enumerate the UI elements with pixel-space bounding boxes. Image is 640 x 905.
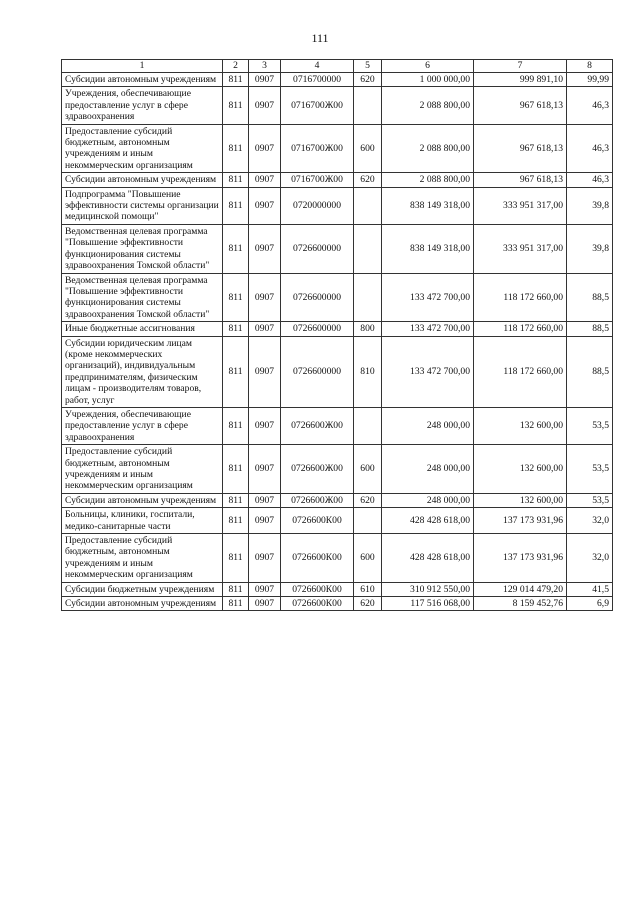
plan-amount-cell: 133 472 700,00 (382, 336, 474, 407)
expense-type-cell: 620 (354, 73, 382, 87)
percent-cell: 39,8 (567, 224, 613, 273)
fact-amount-cell: 132 600,00 (474, 445, 567, 494)
fact-amount-cell: 333 951 317,00 (474, 224, 567, 273)
row-name-cell: Подпрограмма "Повышение эффективности системы организации медицинской помощи" (62, 187, 223, 224)
header-cell: 8 (567, 60, 613, 73)
expense-type-cell (354, 273, 382, 322)
header-cell: 2 (223, 60, 249, 73)
section-code-cell: 0907 (249, 187, 281, 224)
expense-type-cell: 600 (354, 534, 382, 583)
percent-cell: 46,3 (567, 124, 613, 173)
row-name-cell: Учреждения, обеспечивающие предоставление услуг в сфере здравоохранения (62, 87, 223, 124)
table-row (62, 597, 613, 611)
row-name-cell: Субсидии бюджетным учреждениям (62, 582, 223, 596)
plan-amount-cell: 2 088 800,00 (382, 124, 474, 173)
section-code-cell: 0907 (249, 445, 281, 494)
percent-cell: 6,9 (567, 597, 613, 611)
table-row (62, 582, 613, 596)
expense-type-cell: 620 (354, 493, 382, 507)
row-name-cell: Иные бюджетные ассигнования (62, 322, 223, 336)
target-code-cell: 0726600К00 (281, 597, 354, 611)
percent-cell: 32,0 (567, 508, 613, 534)
expense-type-cell (354, 187, 382, 224)
percent-cell: 39,8 (567, 187, 613, 224)
admin-code-cell: 811 (223, 582, 249, 596)
section-code-cell: 0907 (249, 124, 281, 173)
fact-amount-cell: 999 891,10 (474, 73, 567, 87)
table-row (62, 124, 613, 173)
fact-amount-cell: 137 173 931,96 (474, 508, 567, 534)
target-code-cell: 0726600К00 (281, 534, 354, 583)
table-row (62, 407, 613, 444)
section-code-cell: 0907 (249, 273, 281, 322)
plan-amount-cell: 428 428 618,00 (382, 534, 474, 583)
expense-type-cell (354, 407, 382, 444)
header-cell: 5 (354, 60, 382, 73)
plan-amount-cell: 428 428 618,00 (382, 508, 474, 534)
section-code-cell: 0907 (249, 173, 281, 187)
table-row (62, 322, 613, 336)
percent-cell: 46,3 (567, 87, 613, 124)
section-code-cell: 0907 (249, 87, 281, 124)
target-code-cell: 0716700Ж00 (281, 173, 354, 187)
table-row (62, 173, 613, 187)
admin-code-cell: 811 (223, 508, 249, 534)
target-code-cell: 0716700000 (281, 73, 354, 87)
target-code-cell: 0726600Ж00 (281, 445, 354, 494)
target-code-cell: 0716700Ж00 (281, 124, 354, 173)
expense-type-cell: 810 (354, 336, 382, 407)
fact-amount-cell: 118 172 660,00 (474, 273, 567, 322)
table-row (62, 224, 613, 273)
target-code-cell: 0720000000 (281, 187, 354, 224)
section-code-cell: 0907 (249, 534, 281, 583)
admin-code-cell: 811 (223, 534, 249, 583)
fact-amount-cell: 967 618,13 (474, 124, 567, 173)
section-code-cell: 0907 (249, 582, 281, 596)
expense-type-cell: 620 (354, 597, 382, 611)
expense-type-cell: 600 (354, 445, 382, 494)
row-name-cell: Субсидии юридическим лицам (кроме некоммерческих организаций), индивидуальным предпринимателям, физическим лицам - производителям товаров, работ, услуг (62, 336, 223, 407)
page-number: 111 (311, 31, 329, 45)
section-code-cell: 0907 (249, 322, 281, 336)
fact-amount-cell: 132 600,00 (474, 493, 567, 507)
target-code-cell: 0726600000 (281, 273, 354, 322)
plan-amount-cell: 133 472 700,00 (382, 273, 474, 322)
row-name-cell: Субсидии автономным учреждениям (62, 173, 223, 187)
plan-amount-cell: 2 088 800,00 (382, 87, 474, 124)
table-row (62, 273, 613, 322)
percent-cell: 46,3 (567, 173, 613, 187)
row-name-cell: Больницы, клиники, госпитали, медико-санитарные части (62, 508, 223, 534)
plan-amount-cell: 248 000,00 (382, 445, 474, 494)
target-code-cell: 0726600000 (281, 322, 354, 336)
row-name-cell: Субсидии автономным учреждениям (62, 73, 223, 87)
plan-amount-cell: 838 149 318,00 (382, 224, 474, 273)
percent-cell: 53,5 (567, 407, 613, 444)
plan-amount-cell: 248 000,00 (382, 493, 474, 507)
plan-amount-cell: 310 912 550,00 (382, 582, 474, 596)
table-row (62, 187, 613, 224)
plan-amount-cell: 248 000,00 (382, 407, 474, 444)
expense-type-cell (354, 87, 382, 124)
target-code-cell: 0726600Ж00 (281, 407, 354, 444)
percent-cell: 32,0 (567, 534, 613, 583)
plan-amount-cell: 133 472 700,00 (382, 322, 474, 336)
header-cell: 3 (249, 60, 281, 73)
plan-amount-cell: 2 088 800,00 (382, 173, 474, 187)
admin-code-cell: 811 (223, 273, 249, 322)
header-cell: 4 (281, 60, 354, 73)
section-code-cell: 0907 (249, 73, 281, 87)
percent-cell: 88,5 (567, 322, 613, 336)
section-code-cell: 0907 (249, 493, 281, 507)
admin-code-cell: 811 (223, 224, 249, 273)
expense-type-cell: 600 (354, 124, 382, 173)
target-code-cell: 0726600К00 (281, 582, 354, 596)
admin-code-cell: 811 (223, 173, 249, 187)
expense-type-cell: 620 (354, 173, 382, 187)
admin-code-cell: 811 (223, 336, 249, 407)
row-name-cell: Ведомственная целевая программа "Повышение эффективности функционирования системы здравоохранения Томской области" (62, 224, 223, 273)
table-row (62, 336, 613, 407)
table-row (62, 73, 613, 87)
plan-amount-cell: 117 516 068,00 (382, 597, 474, 611)
percent-cell: 88,5 (567, 336, 613, 407)
admin-code-cell: 811 (223, 493, 249, 507)
table-row (62, 87, 613, 124)
table-row (62, 445, 613, 494)
percent-cell: 99,99 (567, 73, 613, 87)
section-code-cell: 0907 (249, 597, 281, 611)
admin-code-cell: 811 (223, 445, 249, 494)
target-code-cell: 0726600К00 (281, 508, 354, 534)
target-code-cell: 0716700Ж00 (281, 87, 354, 124)
table-row (62, 493, 613, 507)
percent-cell: 41,5 (567, 582, 613, 596)
admin-code-cell: 811 (223, 407, 249, 444)
target-code-cell: 0726600000 (281, 224, 354, 273)
plan-amount-cell: 838 149 318,00 (382, 187, 474, 224)
section-code-cell: 0907 (249, 407, 281, 444)
admin-code-cell: 811 (223, 322, 249, 336)
row-name-cell: Субсидии автономным учреждениям (62, 493, 223, 507)
fact-amount-cell: 118 172 660,00 (474, 322, 567, 336)
fact-amount-cell: 129 014 479,20 (474, 582, 567, 596)
budget-table (61, 59, 613, 611)
row-name-cell: Субсидии автономным учреждениям (62, 597, 223, 611)
admin-code-cell: 811 (223, 597, 249, 611)
fact-amount-cell: 132 600,00 (474, 407, 567, 444)
row-name-cell: Предоставление субсидий бюджетным, автономным учреждениям и иным некоммерческим организациям (62, 124, 223, 173)
header-cell: 6 (382, 60, 474, 73)
target-code-cell: 0726600000 (281, 336, 354, 407)
row-name-cell: Учреждения, обеспечивающие предоставление услуг в сфере здравоохранения (62, 407, 223, 444)
fact-amount-cell: 967 618,13 (474, 173, 567, 187)
admin-code-cell: 811 (223, 73, 249, 87)
admin-code-cell: 811 (223, 187, 249, 224)
section-code-cell: 0907 (249, 224, 281, 273)
section-code-cell: 0907 (249, 336, 281, 407)
header-cell: 1 (62, 60, 223, 73)
fact-amount-cell: 8 159 452,76 (474, 597, 567, 611)
row-name-cell: Предоставление субсидий бюджетным, автономным учреждениям и иным некоммерческим организациям (62, 445, 223, 494)
fact-amount-cell: 967 618,13 (474, 87, 567, 124)
expense-type-cell (354, 224, 382, 273)
percent-cell: 88,5 (567, 273, 613, 322)
percent-cell: 53,5 (567, 445, 613, 494)
expense-type-cell: 610 (354, 582, 382, 596)
fact-amount-cell: 118 172 660,00 (474, 336, 567, 407)
admin-code-cell: 811 (223, 87, 249, 124)
percent-cell: 53,5 (567, 493, 613, 507)
table-row (62, 534, 613, 583)
fact-amount-cell: 333 951 317,00 (474, 187, 567, 224)
table-row (62, 508, 613, 534)
expense-type-cell (354, 508, 382, 534)
header-cell: 7 (474, 60, 567, 73)
table-header-row (62, 60, 613, 73)
admin-code-cell: 811 (223, 124, 249, 173)
fact-amount-cell: 137 173 931,96 (474, 534, 567, 583)
plan-amount-cell: 1 000 000,00 (382, 73, 474, 87)
expense-type-cell: 800 (354, 322, 382, 336)
target-code-cell: 0726600Ж00 (281, 493, 354, 507)
section-code-cell: 0907 (249, 508, 281, 534)
row-name-cell: Ведомственная целевая программа "Повышение эффективности функционирования системы здравоохранения Томской области" (62, 273, 223, 322)
row-name-cell: Предоставление субсидий бюджетным, автономным учреждениям и иным некоммерческим организациям (62, 534, 223, 583)
